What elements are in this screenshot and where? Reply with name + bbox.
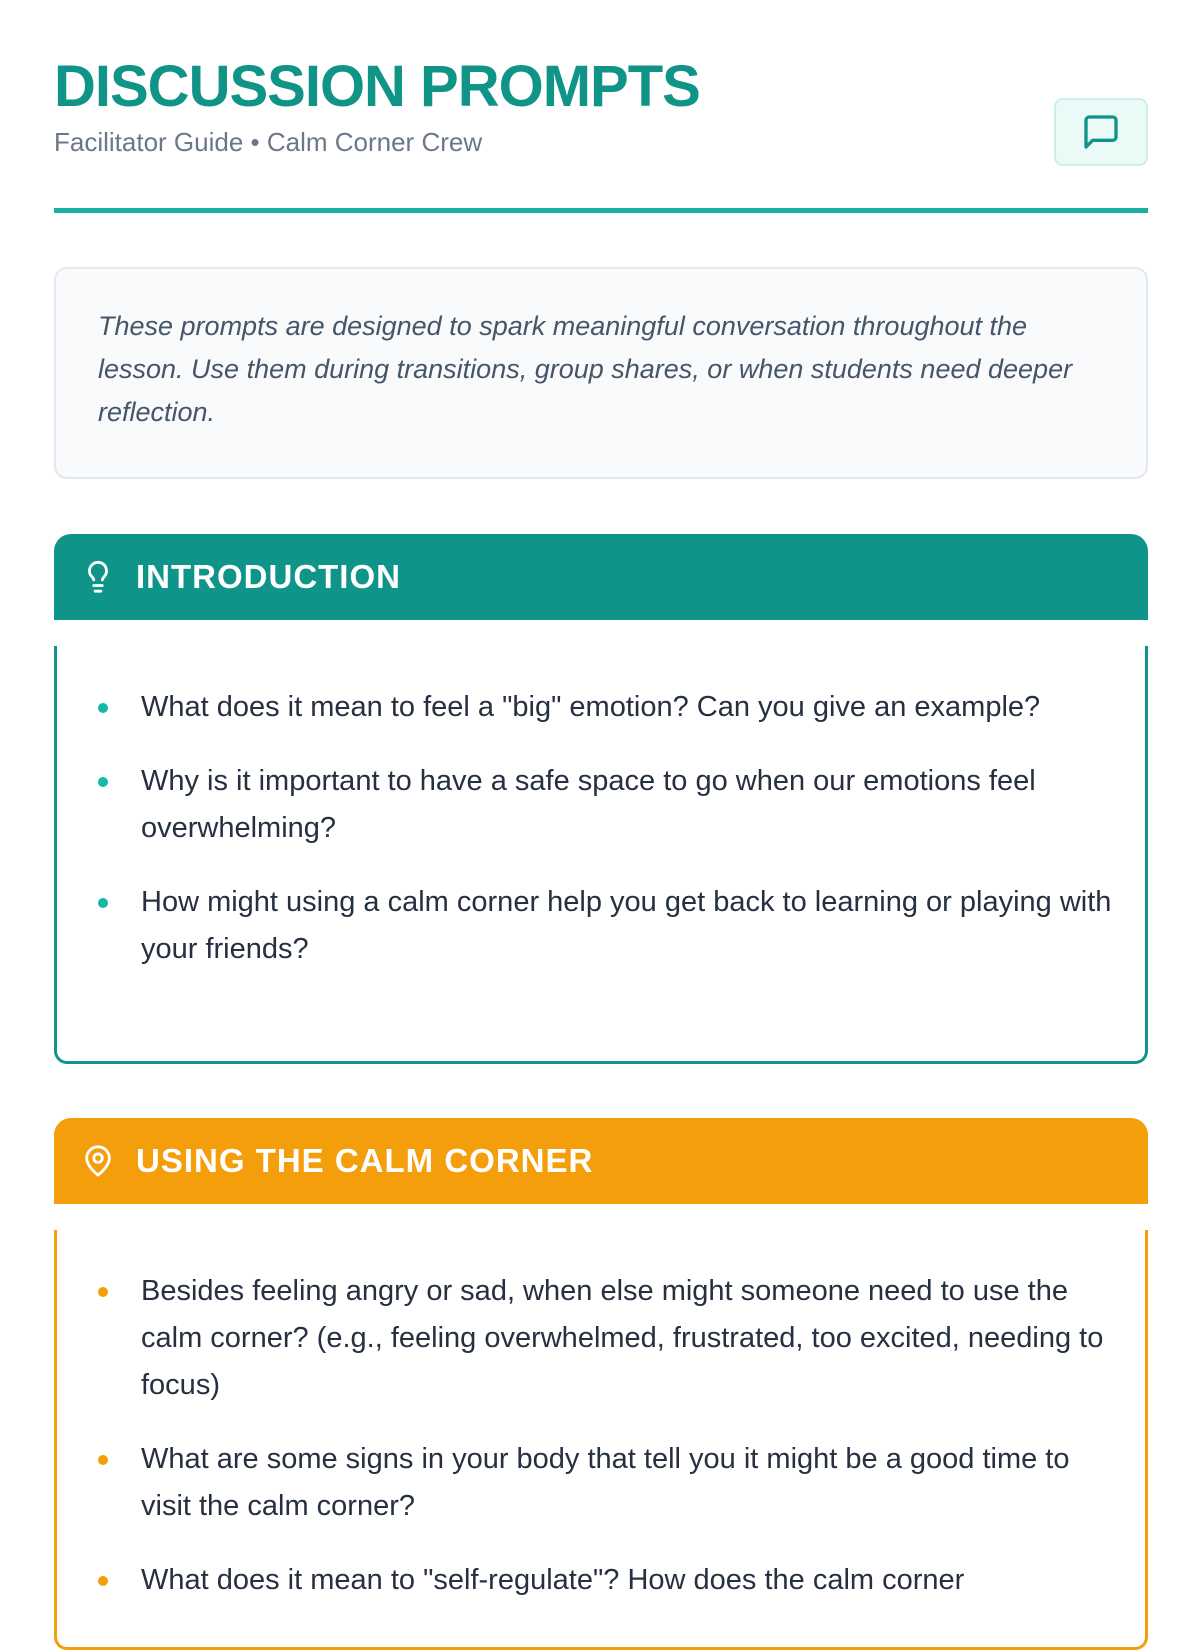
page-header (54, 52, 1148, 212)
prompt-text: What are some signs in your body that tell you it might be a good time to visit the calm corner? (141, 1443, 1070, 1522)
bullet-dot (98, 1455, 108, 1465)
section-header-introduction (54, 534, 1148, 620)
discussion-button[interactable] (1054, 98, 1148, 166)
bullet-dot (98, 777, 108, 787)
page-title: DISCUSSION PROMPTS (54, 54, 700, 119)
prompt-list (57, 684, 1145, 973)
prompt-text: How might using a calm corner help you get back to learning or playing with your friends? (141, 886, 1112, 965)
prompt-text: What does it mean to feel a "big" emotion? Can you give an example? (141, 691, 1041, 723)
prompt-item (141, 879, 1115, 973)
bullet-dot (98, 898, 108, 908)
section-body-introduction (54, 646, 1148, 1064)
map-pin-icon (78, 1141, 118, 1181)
section-title: INTRODUCTION (136, 558, 401, 595)
bullet-dot (98, 1287, 108, 1297)
section-body-calm-corner (54, 1230, 1148, 1650)
section-title: USING THE CALM CORNER (136, 1142, 594, 1179)
prompt-text: Besides feeling angry or sad, when else might someone need to use the calm corner? (e.g., feeling overwhelmed, frustrated, too excited, needing to focus) (141, 1275, 1104, 1401)
section-header-calm-corner (54, 1118, 1148, 1204)
bullet-dot (98, 1576, 108, 1586)
intro-note: These prompts are designed to spark meaningful conversation throughout the lesson. Use them during transitions, group shares, or when students need deeper reflection. (54, 267, 1148, 479)
header-divider (54, 208, 1148, 213)
prompt-text: What does it mean to "self-regulate"? How does the calm corner (141, 1564, 965, 1596)
prompt-list (57, 1268, 1145, 1604)
page-subtitle: Facilitator Guide • Calm Corner Crew (54, 127, 483, 157)
prompt-text: Why is it important to have a safe space to go when our emotions feel overwhelming? (141, 765, 1036, 844)
prompt-item (141, 1436, 1115, 1530)
prompt-item (141, 1268, 1115, 1409)
lightbulb-icon (78, 557, 118, 597)
prompt-item (141, 758, 1115, 852)
chat-bubble-icon (1081, 112, 1121, 152)
prompt-item (141, 1557, 1115, 1604)
prompt-item (141, 684, 1115, 731)
bullet-dot (98, 703, 108, 713)
